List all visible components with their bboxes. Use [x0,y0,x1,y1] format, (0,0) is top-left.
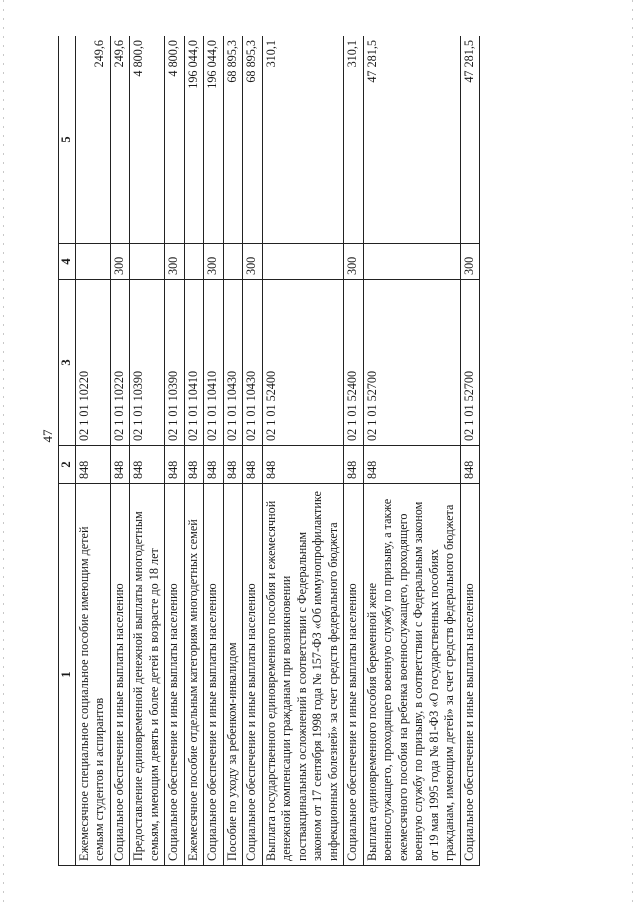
row-amount: 47 281,5 [363,36,460,244]
row-name: Выплата государственного единовременного пособия и ежемесячной денежной компенсации гражданам при возникновении поствакцинальных осложнений в соответствии с Федеральным законом от 17 сентября 1998 года № 157-ФЗ «Об иммунопрофилактике инфекционных болезней» за счет средств федерального бюджета [262,484,343,866]
row-amount: 196 044,0 [204,36,223,244]
header-col-5: 5 [59,36,76,244]
row-expense-type: 300 [460,244,479,280]
table-row [204,36,223,866]
row-admin-code: 848 [165,446,184,484]
row-admin-code: 848 [130,446,165,484]
row-target-code: 02 1 01 10430 [223,280,242,446]
row-target-code: 02 1 01 10410 [204,280,223,446]
row-admin-code: 848 [363,446,460,484]
row-expense-type: 300 [344,244,363,280]
row-admin-code: 848 [75,446,110,484]
header-col-3: 3 [59,280,76,446]
table-row [75,36,110,866]
row-expense-type [184,244,203,280]
row-name: Социальное обеспечение и иные выплаты населению [165,484,184,866]
row-amount: 68 895,3 [243,36,262,244]
row-admin-code: 848 [262,446,343,484]
row-name: Пособие по уходу за ребенком-инвалидом [223,484,242,866]
row-target-code: 02 1 01 10390 [165,280,184,446]
row-name: Ежемесячное пособие отдельным категориям многодетных семей [184,484,203,866]
row-target-code: 02 1 01 52400 [344,280,363,446]
row-amount: 249,6 [110,36,129,244]
row-target-code: 02 1 01 10220 [110,280,129,446]
row-amount: 249,6 [75,36,110,244]
table-row [223,36,242,866]
row-target-code: 02 1 01 52700 [363,280,460,446]
row-admin-code: 848 [243,446,262,484]
row-admin-code: 848 [460,446,479,484]
row-amount: 68 895,3 [223,36,242,244]
table-header-row [59,36,76,866]
table-row [165,36,184,866]
table-row [130,36,165,866]
table-row [243,36,262,866]
row-amount: 4 800,0 [130,36,165,244]
row-expense-type [75,244,110,280]
row-expense-type: 300 [204,244,223,280]
table-row [262,36,343,866]
row-amount: 47 281,5 [460,36,479,244]
row-expense-type [130,244,165,280]
row-admin-code: 848 [110,446,129,484]
row-expense-type: 300 [110,244,129,280]
row-target-code: 02 1 01 10410 [184,280,203,446]
header-col-2: 2 [59,446,76,484]
row-name: Социальное обеспечение и иные выплаты населению [204,484,223,866]
row-amount: 310,1 [344,36,363,244]
table-row [184,36,203,866]
row-name: Социальное обеспечение и иные выплаты населению [344,484,363,866]
row-amount: 4 800,0 [165,36,184,244]
row-target-code: 02 1 01 52700 [460,280,479,446]
table-row [344,36,363,866]
row-expense-type [363,244,460,280]
row-expense-type [223,244,242,280]
budget-table [58,36,480,866]
row-amount: 196 044,0 [184,36,203,244]
row-name: Социальное обеспечение и иные выплаты населению [110,484,129,866]
row-expense-type [262,244,343,280]
row-name: Выплата единовременного пособия беременной жене военнослужащего, проходящего военную службу по призыву, а также ежемесячного пособия на ребенка военнослужащего, проходящего военную службу по призыву, в соответствии с Федеральным законом от 19 мая 1995 года № 81-ФЗ «О государственных пособиях гражданам, имеющим детей» за счет средств федерального бюджета [363,484,460,866]
row-admin-code: 848 [184,446,203,484]
row-admin-code: 848 [344,446,363,484]
row-amount: 310,1 [262,36,343,244]
budget-table-container [58,36,598,866]
row-admin-code: 848 [204,446,223,484]
row-name: Социальное обеспечение и иные выплаты населению [243,484,262,866]
table-row [363,36,460,866]
table-row [460,36,479,866]
rotated-page-content [58,36,598,866]
scan-edge-right [632,0,633,905]
page-number: 47 [40,429,55,443]
row-name: Социальное обеспечение и иные выплаты населению [460,484,479,866]
header-col-1: 1 [59,484,76,866]
row-expense-type: 300 [165,244,184,280]
row-name: Предоставление единовременной денежной выплаты многодетным семьям, имеющим девять и более детей в возрасте до 18 лет [130,484,165,866]
row-name: Ежемесячное специальное социальное пособие имеющим детей семьям студентов и аспирантов [75,484,110,866]
row-target-code: 02 1 01 10220 [75,280,110,446]
row-target-code: 02 1 01 10390 [130,280,165,446]
table-row [110,36,129,866]
scan-edge-left [3,0,4,905]
row-target-code: 02 1 01 10430 [243,280,262,446]
row-target-code: 02 1 01 52400 [262,280,343,446]
row-expense-type: 300 [243,244,262,280]
row-admin-code: 848 [223,446,242,484]
header-col-4: 4 [59,244,76,280]
